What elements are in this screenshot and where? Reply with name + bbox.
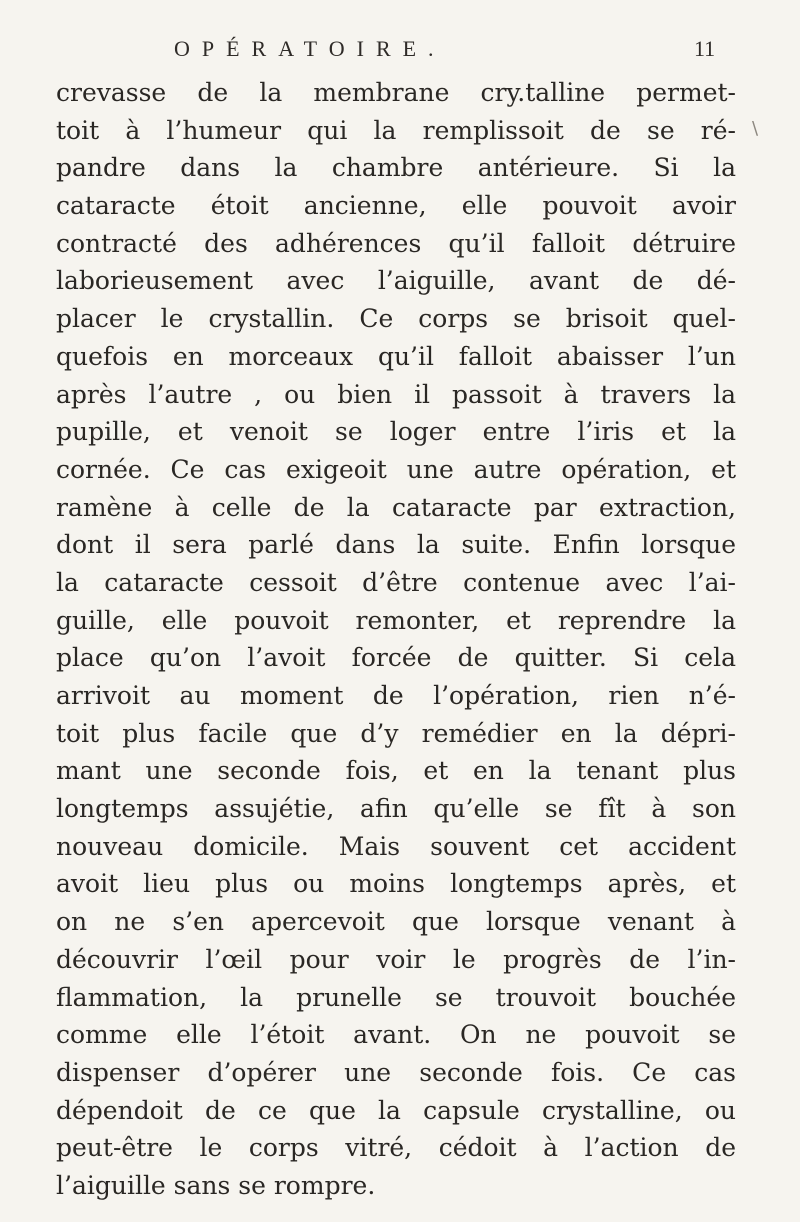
text-line: toit à l’humeur qui la remplissoit de se ré- — [56, 115, 736, 145]
text-line: peut-être le corps vitré, cédoit à l’action de — [56, 1133, 736, 1163]
text-line: on ne s’en apercevoit que lorsque venant à — [56, 907, 736, 937]
text-line: guille, elle pouvoit remonter, et reprendre la — [56, 605, 736, 635]
text-line: dont il sera parlé dans la suite. Enfin lorsque — [56, 530, 736, 560]
text-line: crevasse de la membrane cry.talline permet- — [56, 78, 736, 107]
text-line: placer le crystallin. Ce corps se brisoit quel- — [56, 304, 736, 334]
text-line: après l’autre , ou bien il passoit à travers la — [56, 379, 736, 409]
text-line: ramène à celle de la cataracte par extraction, — [56, 492, 736, 522]
text-line: flammation, la prunelle se trouvoit bouchée — [56, 982, 736, 1012]
text-line: nouveau domicile. Mais souvent cet accident — [56, 831, 736, 861]
text-line: longtemps assujétie, afin qu’elle se fît à son — [56, 794, 736, 824]
margin-mark: \ — [752, 118, 759, 139]
text-line: arrivoit au moment de l’opération, rien n’é- — [56, 681, 736, 710]
text-line: laborieusement avec l’aiguille, avant de dé- — [56, 266, 736, 296]
text-line: place qu’on l’avoit forcée de quitter. Si cela — [56, 643, 736, 673]
text-line: cornée. Ce cas exigeoit une autre opération, et — [56, 454, 736, 484]
text-line: contracté des adhérences qu’il falloit détruire — [56, 228, 736, 258]
text-line: pupille, et venoit se loger entre l’iris et la — [56, 417, 736, 447]
text-line-last: l’aiguille sans se rompre. — [56, 1170, 376, 1200]
text-line: pandre dans la chambre antérieure. Si la — [56, 153, 736, 183]
text-line: dispenser d’opérer une seconde fois. Ce cas — [56, 1057, 736, 1087]
text-line: avoit lieu plus ou moins longtemps après, et — [56, 869, 736, 899]
text-line: découvrir l’œil pour voir le progrès de l’in- — [56, 944, 736, 974]
text-line: toit plus facile que d’y remédier en la dépri- — [56, 718, 736, 748]
text-line: cataracte étoit ancienne, elle pouvoit avoir — [56, 191, 736, 221]
running-title: OPÉRATOIRE. — [174, 36, 446, 61]
text-line: quefois en morceaux qu’il falloit abaisser l’un — [56, 341, 736, 371]
text-line: comme elle l’étoit avant. On ne pouvoit se — [56, 1020, 736, 1050]
page-number: 11 — [694, 36, 716, 61]
text-line: mant une seconde fois, et en la tenant plus — [56, 756, 736, 786]
body-text — [56, 74, 736, 1205]
text-line: la cataracte cessoit d’être contenue avec l’ai- — [56, 567, 736, 597]
text-line: dépendoit de ce que la capsule crystalline, ou — [56, 1095, 736, 1125]
